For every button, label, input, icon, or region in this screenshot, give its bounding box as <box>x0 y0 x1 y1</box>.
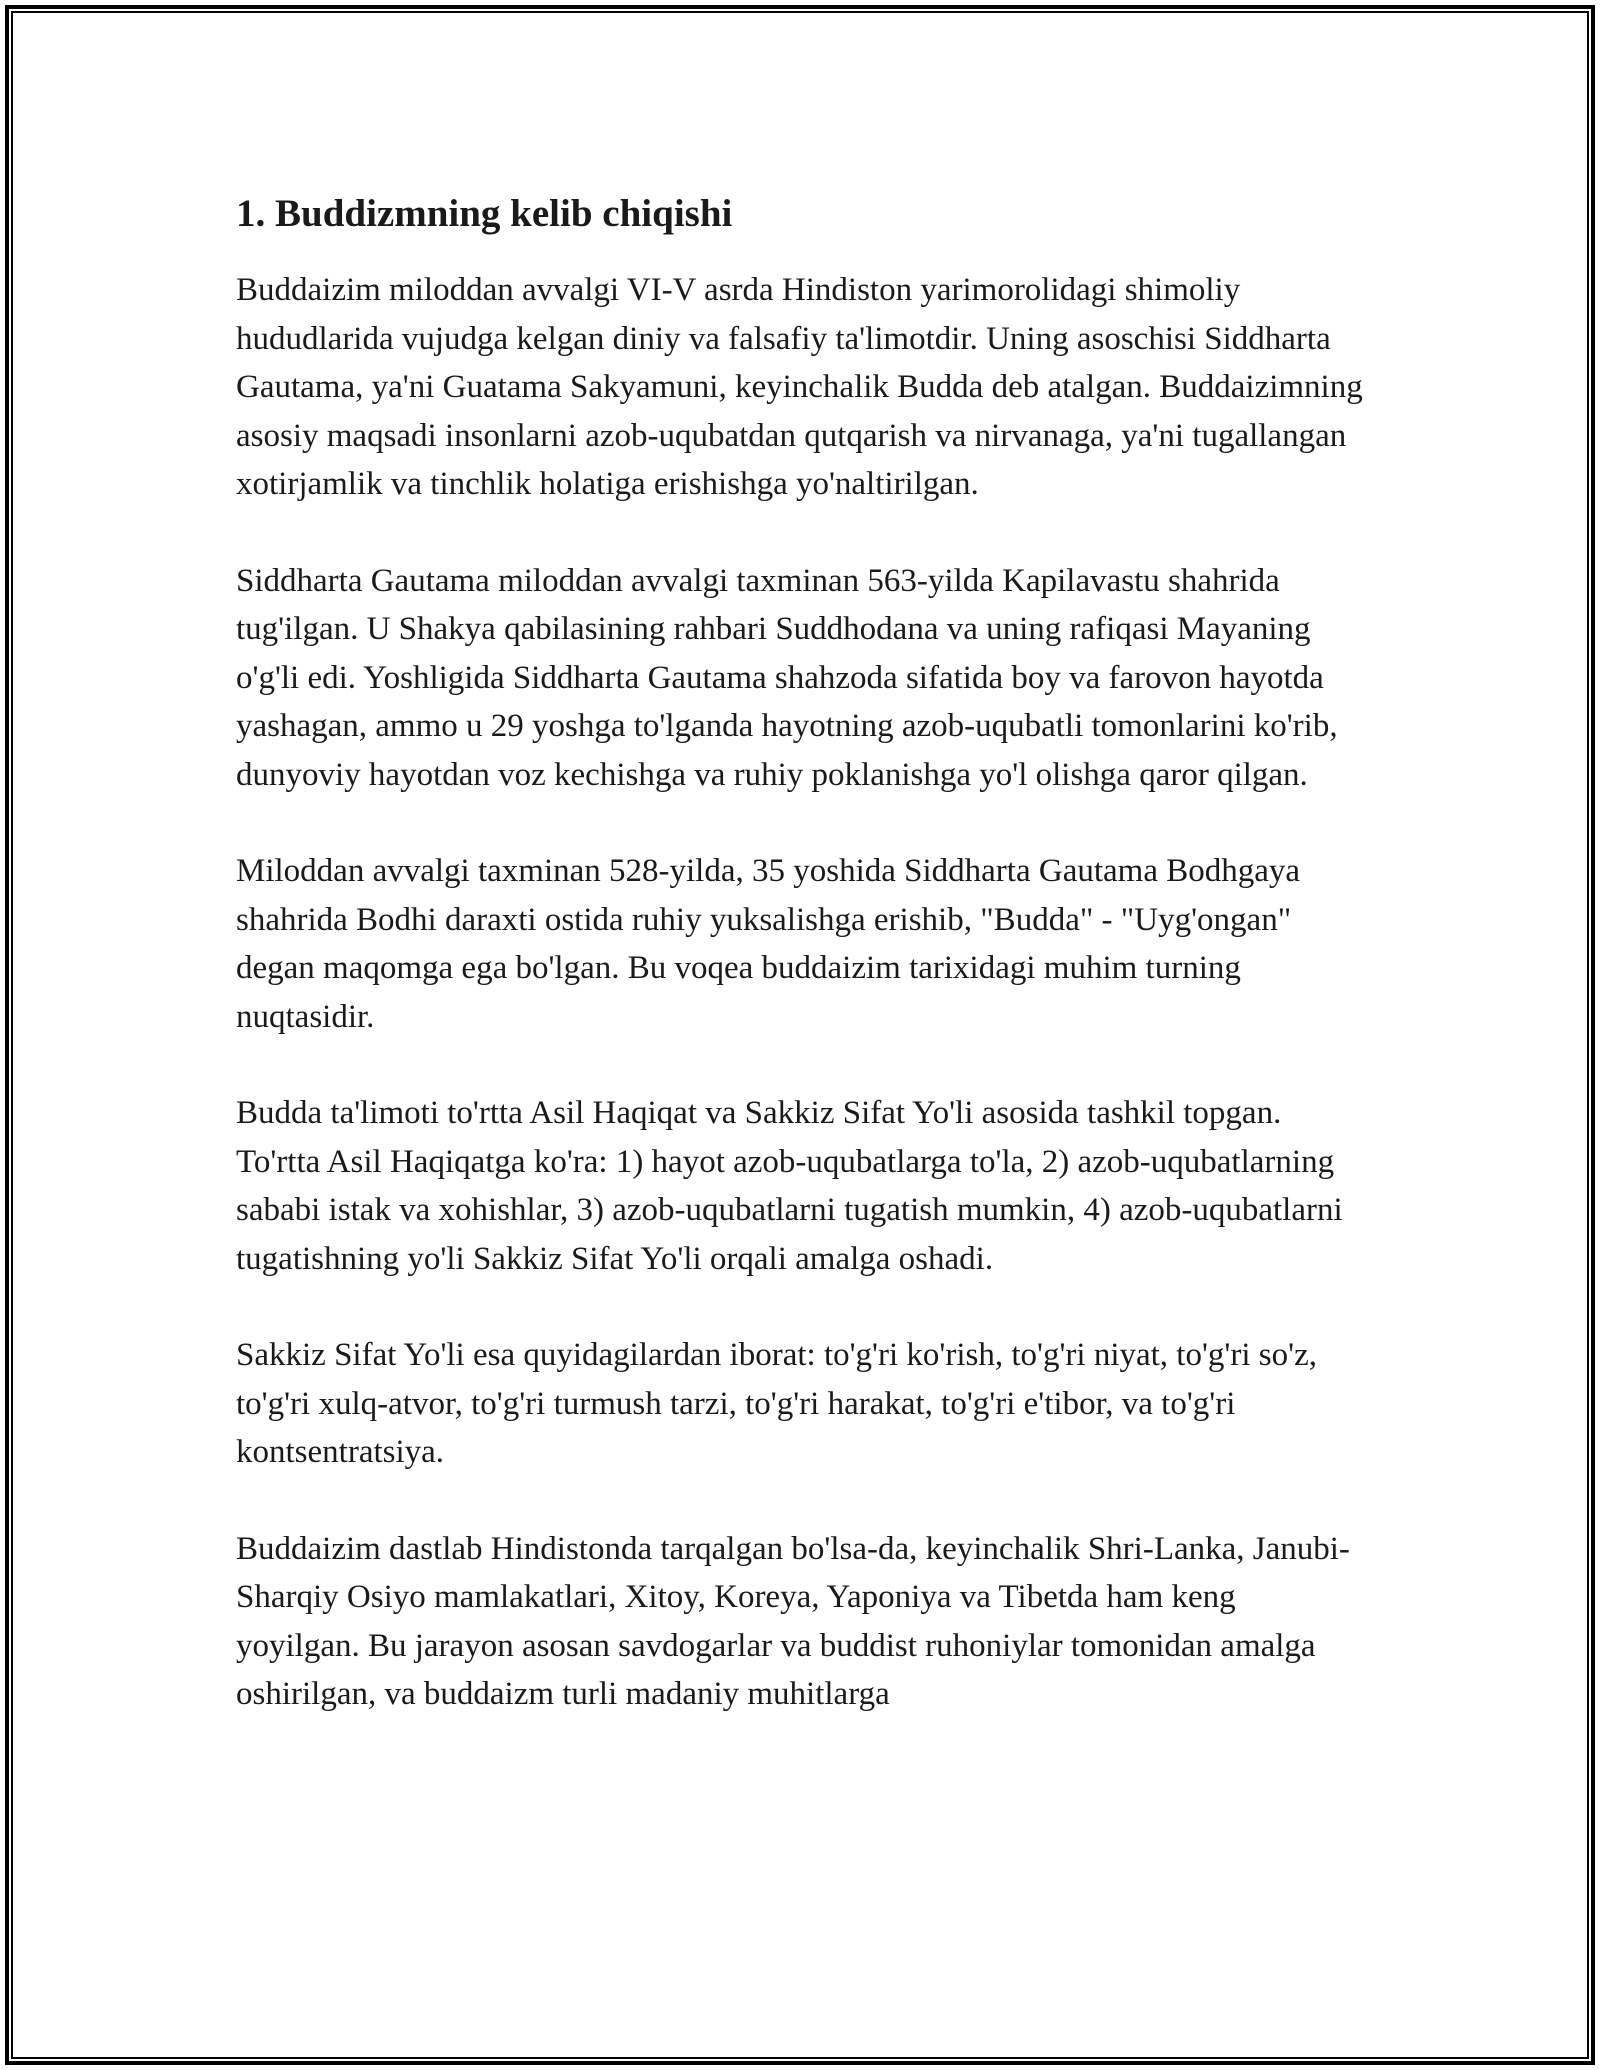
paragraph-four-noble-truths: Budda ta'limoti to'rtta Asil Haqiqat va Sakkiz Sifat Yo'li asosida tashkil topgan. To'rtta Asil Haqiqatga ko'ra: 1) hayot azob-uqubatlarga to'la, 2) azob-uqubatlarning sababi istak va xohishlar, 3) azob-uqubatlarni tugatish mumkin, 4) azob-uqubatlarni tugatishning yo'li Sakkiz Sifat Yo'li orqali amalga oshadi. <box>236 1095 1343 1277</box>
paragraph-eightfold-path: Sakkiz Sifat Yo'li esa quyidagilardan iborat: to'g'ri ko'rish, to'g'ri niyat, to'g'ri so'z, to'g'ri xulq-atvor, to'g'ri turmush tarzi, to'g'ri harakat, to'g'ri e'tibor, va to'g'ri kontsentratsiya. <box>236 1337 1317 1470</box>
paragraph-birth: Siddharta Gautama miloddan avvalgi taxminan 563-yilda Kapilavastu shahrida tug'ilgan. U Shakya qabilasining rahbari Suddhodana va uning rafiqasi Mayaning o'g'li edi. Yoshligida Siddharta Gautama shahzoda sifatida boy va farovon hayotda yashagan, ammo u 29 yoshga to'lganda hayotning azob-uqubatli tomonlarini ko'rib, dunyoviy hayotdan voz kechishga va ruhiy poklanishga yo'l olishga qaror qilgan. <box>236 562 1338 793</box>
paragraph-enlightenment: Miloddan avvalgi taxminan 528-yilda, 35 yoshida Siddharta Gautama Bodhgaya shahrida Bodhi daraxti ostida ruhiy yuksalishga erishib, "Budda" - "Uyg'ongan" degan maqomga ega bo'lgan. Bu voqea buddaizim tarixidagi muhim turning nuqtasidir. <box>236 853 1301 1035</box>
paragraph-spread: Buddaizim dastlab Hindistonda tarqalgan bo'lsa-da, keyinchalik Shri-Lanka, Janubi-Sharqiy Osiyo mamlakatlari, Xitoy, Koreya, Yaponiya va Tibetda ham keng yoyilgan. Bu jarayon asosan savdogarlar va buddist ruhoniylar tomonidan amalga oshirilgan, va buddaizm turli madaniy muhitlarga <box>236 1530 1350 1712</box>
section-heading: 1. Buddizmning kelib chiqishi <box>236 192 733 235</box>
document-body <box>236 186 1366 1767</box>
paragraph-origin: Buddaizim miloddan avvalgi VI-V asrda Hindiston yarimorolidagi shimoliy hududlarida vujudga kelgan diniy va falsafiy ta'limotdir. Uning asoschisi Siddharta Gautama, ya'ni Guatama Sakyamuni, keyinchalik Budda deb atalgan. Buddaizimning asosiy maqsadi insonlarni azob-uqubatdan qutqarish va nirvanaga, ya'ni tugallangan xotirjamlik va tinchlik holatiga erishishga yo'naltirilgan. <box>236 272 1363 502</box>
